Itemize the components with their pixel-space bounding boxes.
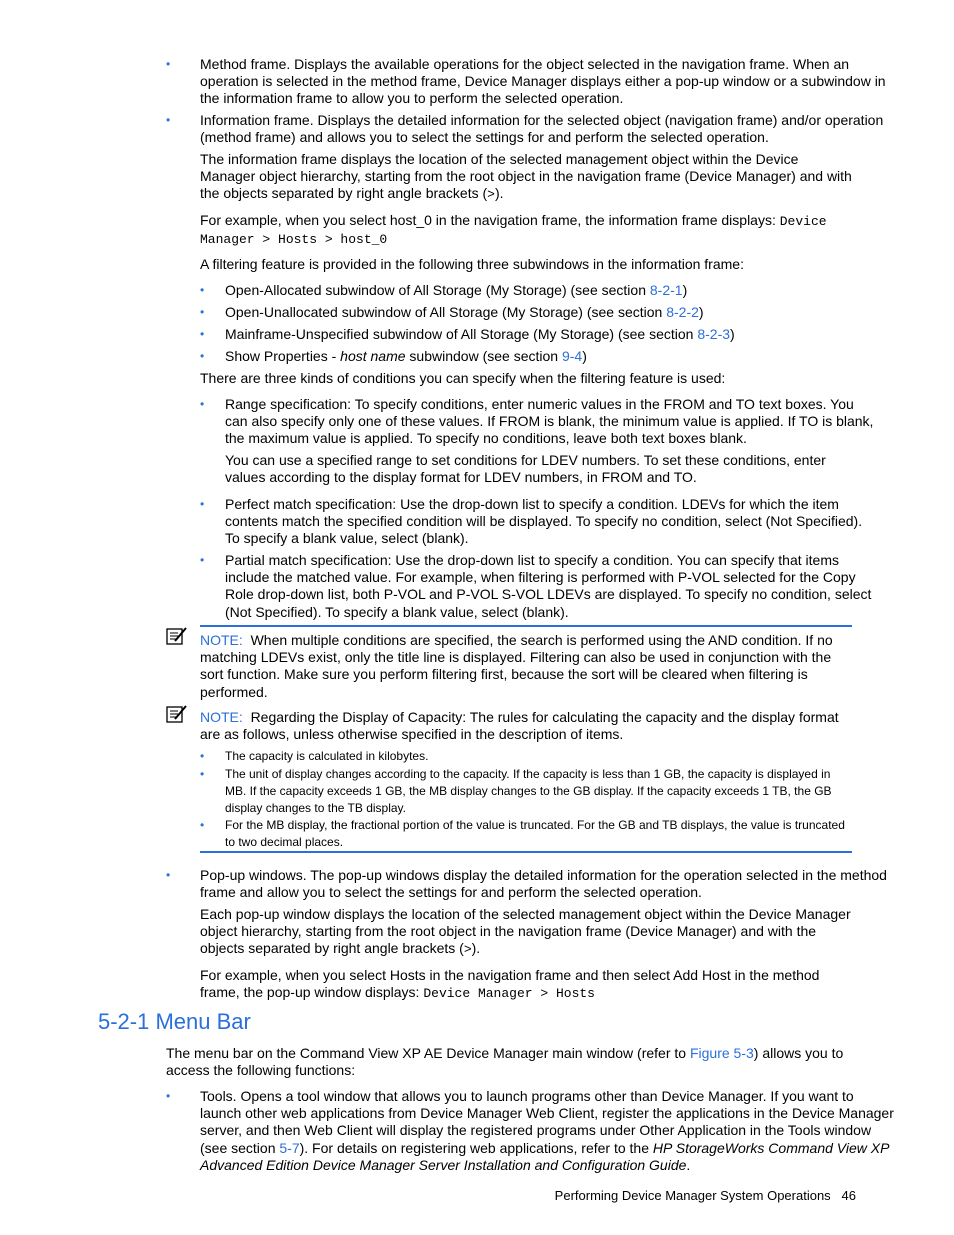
note-rule (200, 851, 852, 853)
info-frame-text: Information frame. Displays the detailed information for the selected object (navigation frame) and/or operation (method frame) and allows you to select the settings for and perform the selected operation. (200, 112, 884, 146)
bullet: • (200, 553, 205, 567)
bullet: • (200, 283, 205, 297)
bullet: • (200, 497, 205, 511)
section-link[interactable]: 5-7 (279, 1139, 300, 1156)
note-pad-icon (166, 626, 188, 646)
list-item: • Show Properties - host name subwindow (see section 9-4) (200, 348, 587, 364)
paragraph: A filtering feature is provided in the following three subwindows in the information frame: (200, 256, 744, 272)
bullet: • (200, 749, 205, 763)
bullet: • (166, 868, 171, 882)
section-link[interactable]: 9-4 (561, 348, 583, 364)
list-item (166, 56, 894, 108)
list-item: • Partial match specification: Use the drop-down list to specify a condition. You can specify that items include the matched value. For example, when filtering is performed with P-VOL selected for the Copy Role drop-down list, both P-VOL and P-VOL S-VOL LDEVs are displayed. To specify no condition, select (Not Specified). To specify a blank value, select (blank). (200, 552, 872, 620)
bullet: • (200, 818, 205, 832)
note-rule (200, 625, 852, 627)
list-item: • Perfect match specification: Use the drop-down list to specify a condition. LDEVs for which the item contents match the specified condition will be displayed. To specify no condition, select (Not Specified). To specify a blank value, select (blank). (200, 496, 863, 547)
list-item: • Open-Allocated subwindow of All Storage (My Storage) (see section 8-2-1) (200, 282, 688, 298)
list-item (166, 112, 894, 146)
section-link[interactable]: 8-2-3 (697, 326, 731, 342)
paragraph: The information frame displays the location of the selected management object within the Device Manager object hierarchy, starting from the root object in the navigation frame (Device Manager) and with the objects separated by right angle brackets (>). (200, 151, 852, 203)
bullet: • (200, 305, 205, 319)
page-footer (555, 1187, 856, 1204)
code-path: Device Manager > Hosts (423, 986, 595, 1002)
paragraph: For example, when you select host_0 in the navigation frame, the information frame displays: Device Manager > Hosts > host_0 (200, 212, 827, 248)
note-label: NOTE: (200, 632, 243, 648)
bullet: • (200, 349, 205, 363)
method-frame-text: Method frame. Displays the available operations for the object selected in the navigation frame. When an operation is selected in the method frame, Device Manager displays either a pop-up window or a subwindow in the information frame to allow you to perform the selected operation. (200, 56, 886, 107)
list-item: • Range specification: To specify conditions, enter numeric values in the FROM and TO text boxes. You can also specify only one of these values. If FROM is blank, the minimum value is applied. If TO is blank, the maximum value is applied. To specify no conditions, leave both text boxes blank. (200, 396, 874, 447)
list-item: • Tools. Opens a tool window that allows you to launch programs other than Device Manager. If you want to launch other web applications from Device Manager Web Client, register the applications in the Device Manager server, and then Web Client will display the registered programs under Other Application in the Tools window (see section 5-7). For details on registering web applications, refer to the HP StorageWorks Command View XP Advanced Edition Device Manager Server Installation and Configuration Guide. (166, 1088, 894, 1173)
section-link[interactable]: 8-2-2 (666, 304, 699, 320)
list-item: • For the MB display, the fractional portion of the value is truncated. For the GB and TB displays, the value is truncated to two decimal places. (200, 818, 845, 849)
note-block: NOTE: When multiple conditions are specified, the search is performed using the AND condition. If no matching LDEVs exist, only the title line is displayed. Filtering can also be used in conjunction with the sort function. Make sure you perform filtering first, because the sort will be cleared when filtering is performed. (200, 632, 833, 700)
note-pad-icon (166, 704, 188, 724)
bullet: • (166, 1089, 171, 1103)
paragraph: For example, when you select Hosts in the navigation frame and then select Add Host in the method frame, the pop-up window displays: Device Manager > Hosts (200, 967, 820, 1002)
list-item: • Pop-up windows. The pop-up windows display the detailed information for the operation selected in the method frame and allow you to select the settings for and perform the selected operation. (166, 867, 887, 901)
paragraph: You can use a specified range to set conditions for LDEV numbers. To set these conditions, enter values according to the display format for LDEV numbers, in FROM and TO. (225, 452, 826, 486)
section-link[interactable]: 8-2-1 (649, 282, 683, 298)
footer-title: Performing Device Manager System Operations (554, 1188, 831, 1203)
note-label: NOTE: (200, 709, 243, 725)
bullet: • (200, 767, 205, 781)
paragraph: There are three kinds of conditions you can specify when the filtering feature is used: (200, 370, 726, 386)
list-item: • Mainframe-Unspecified subwindow of All Storage (My Storage) (see section 8-2-3) (200, 326, 735, 342)
bullet: • (166, 113, 171, 127)
list-item: • The capacity is calculated in kilobytes. (200, 749, 429, 763)
bullet: • (200, 327, 205, 341)
paragraph: Each pop-up window displays the location of the selected management object within the Device Manager object hierarchy, starting from the root object in the navigation frame (Device Manager) and with the objects separated by right angle brackets (>). (200, 906, 851, 958)
list-item: • The unit of display changes according to the capacity. If the capacity is less than 1 GB, the capacity is displayed in MB. If the capacity exceeds 1 GB, the MB display changes to the GB display. If the capacity exceeds 1 TB, the GB display changes to the TB display. (200, 767, 832, 815)
bullet: • (200, 397, 205, 411)
page-number: 46 (841, 1188, 856, 1203)
note-block: NOTE: Regarding the Display of Capacity: The rules for calculating the capacity and the display format are as follows, unless otherwise specified in the description of items. (200, 709, 839, 743)
paragraph: The menu bar on the Command View XP AE Device Manager main window (refer to Figure 5-3) allows you to access the following functions: (166, 1045, 844, 1079)
bullet: • (166, 57, 171, 71)
code-path: Device Manager > Hosts > host_0 (200, 214, 827, 248)
list-item: • Open-Unallocated subwindow of All Storage (My Storage) (see section 8-2-2) (200, 304, 704, 320)
figure-link[interactable]: Figure 5-3 (689, 1045, 754, 1061)
section-heading: 5-2-1 Menu Bar (98, 1009, 251, 1034)
